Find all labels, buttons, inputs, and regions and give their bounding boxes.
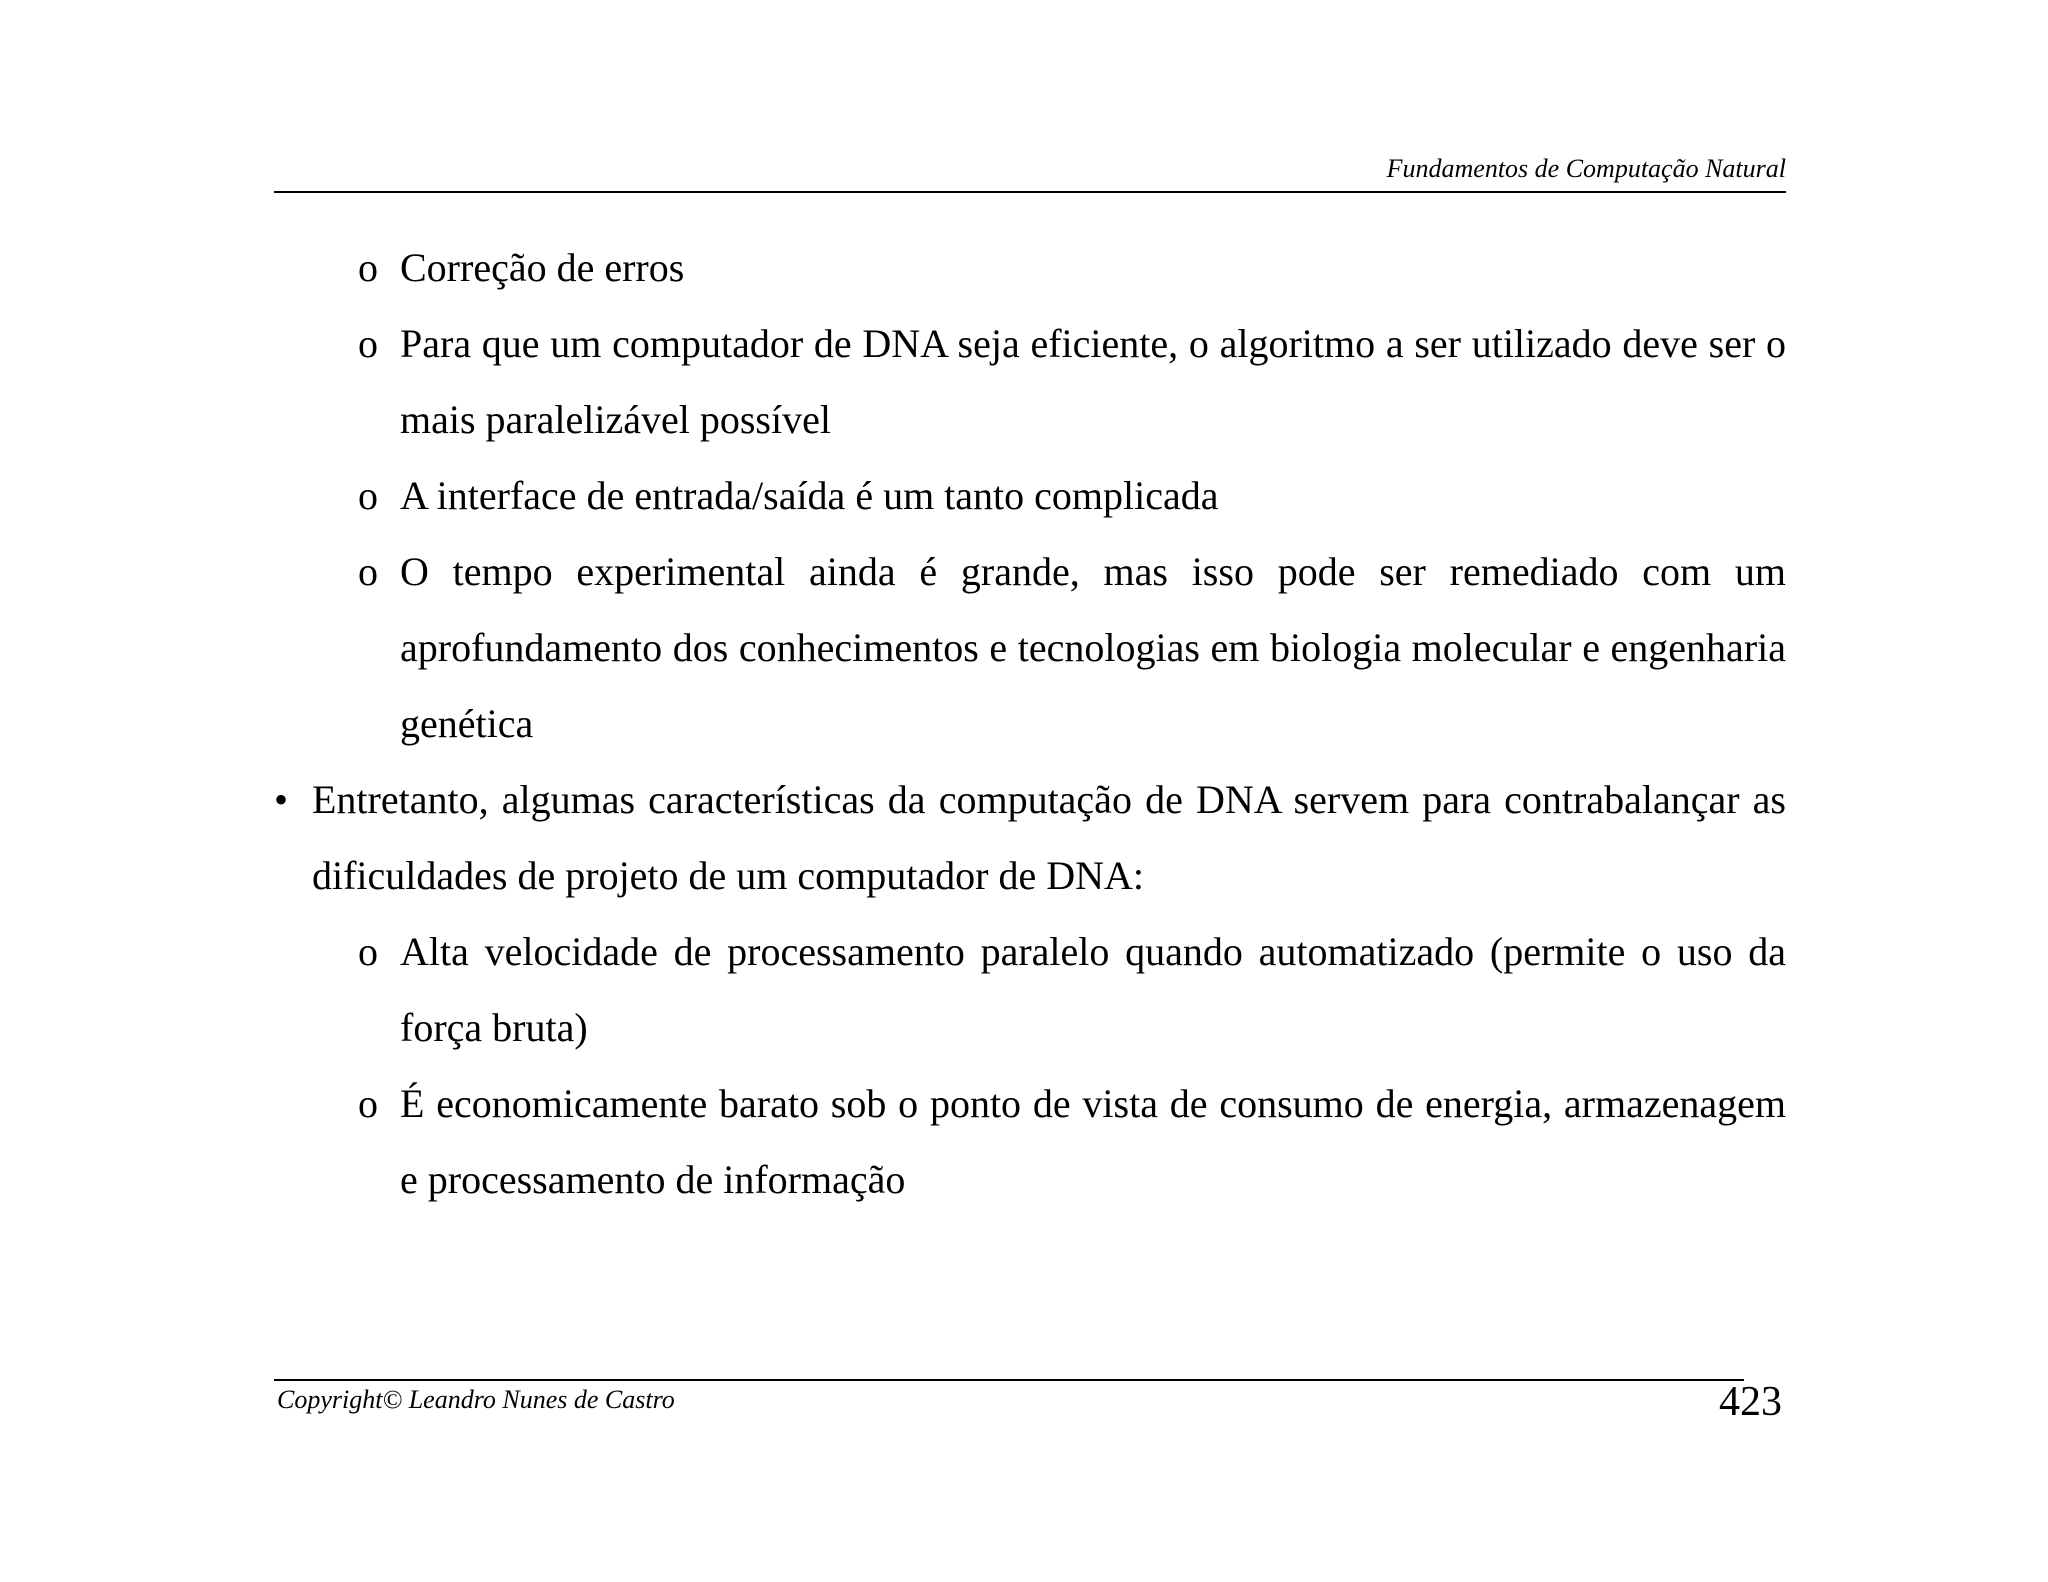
running-header-title: Fundamentos de Computação Natural bbox=[1386, 154, 1786, 183]
header-rule bbox=[274, 191, 1786, 193]
list-item-text: A interface de entrada/saída é um tanto complicada bbox=[400, 473, 1219, 518]
list-item-text: Entretanto, algumas características da computação de DNA servem para contrabalançar as dificuldades de projeto de um computador de DNA: bbox=[312, 777, 1786, 898]
list-item-text: O tempo experimental ainda é grande, mas isso pode ser remediado com um aprofundamento dos conhecimentos e tecnologias em biologia molecular e engenharia genética bbox=[400, 549, 1786, 746]
page-number: 423 bbox=[1719, 1379, 1782, 1425]
list-item-sub-bullet bbox=[274, 458, 1786, 534]
hollow-bullet-marker: o bbox=[358, 321, 378, 366]
footer-copyright: Copyright© Leandro Nunes de Castro bbox=[277, 1385, 675, 1414]
list-item-main-bullet bbox=[274, 762, 1786, 914]
list-item-sub-bullet bbox=[274, 306, 1786, 458]
hollow-bullet-marker: o bbox=[358, 549, 378, 594]
list-item-text: Correção de erros bbox=[400, 245, 685, 290]
list-item-text: É economicamente barato sob o ponto de vista de consumo de energia, armazenagem e processamento de informação bbox=[400, 1081, 1786, 1202]
list-item-sub-bullet bbox=[274, 1066, 1786, 1218]
list-item-sub-bullet bbox=[274, 914, 1786, 1066]
list-item-sub-bullet bbox=[274, 534, 1786, 762]
list-item-text: Para que um computador de DNA seja eficiente, o algoritmo a ser utilizado deve ser o mais paralelizável possível bbox=[400, 321, 1786, 442]
hollow-bullet-marker: o bbox=[358, 473, 378, 518]
footer-rule bbox=[274, 1379, 1744, 1381]
list-item-text: Alta velocidade de processamento paralelo quando automatizado (permite o uso da força bruta) bbox=[400, 929, 1786, 1050]
solid-bullet-marker: • bbox=[274, 777, 289, 822]
page-content bbox=[274, 230, 1786, 1218]
list-item-sub-bullet bbox=[274, 230, 1786, 306]
hollow-bullet-marker: o bbox=[358, 929, 378, 974]
hollow-bullet-marker: o bbox=[358, 1081, 378, 1126]
hollow-bullet-marker: o bbox=[358, 245, 378, 290]
